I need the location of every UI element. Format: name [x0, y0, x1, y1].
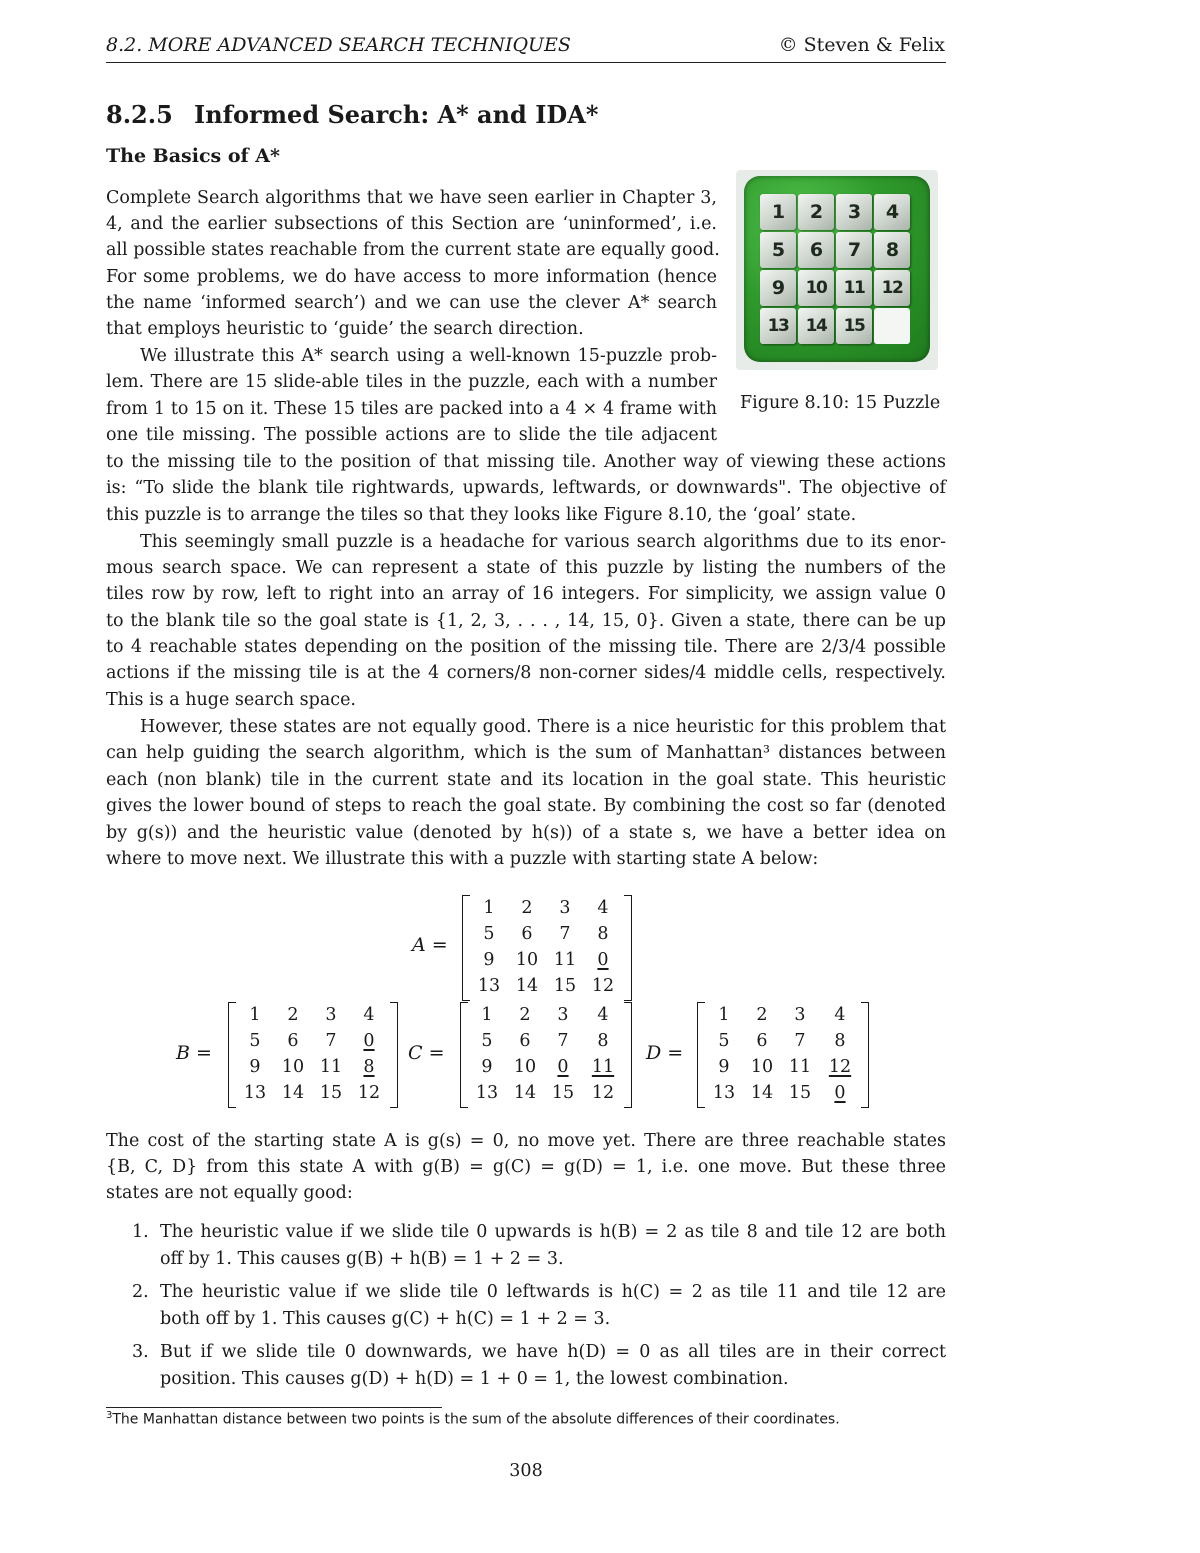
matrix-cell: 5	[249, 1031, 261, 1051]
footnote	[106, 1410, 840, 1428]
matrix-cell: 5	[718, 1031, 730, 1051]
matrix-cell-value: 0	[597, 950, 609, 970]
matrix-a-label: A =	[412, 934, 448, 956]
puzzle-tile: 12	[874, 270, 910, 306]
matrix-cell: 12	[591, 976, 615, 996]
body-line: to the blank tile so the goal state is {1, 2, 3, . . . , 14, 15, 0}. Given a state, there can be up	[106, 611, 946, 631]
body-line: gives the lower bound of steps to reach the goal state. By combining the cost so far (denoted	[106, 796, 946, 816]
matrix-cell: 10	[513, 1057, 537, 1077]
matrix-cell: 6	[521, 924, 533, 944]
matrix-cell: 13	[475, 1083, 499, 1103]
matrix-cell: 5	[483, 924, 495, 944]
matrix-cell-value: 8	[363, 1057, 375, 1077]
matrix-cell: 3	[794, 1005, 806, 1025]
body-line: Complete Search algorithms that we have seen earlier in Chapter 3,	[106, 188, 717, 208]
matrix-cell: 14	[750, 1083, 774, 1103]
body-line: can help guiding the search algorithm, which is the sum of Manhattan³ distances between	[106, 743, 946, 763]
matrix-cell: 7	[794, 1031, 806, 1051]
matrix-cell: 14	[281, 1083, 305, 1103]
matrix-cell: 2	[519, 1005, 531, 1025]
matrix-cell: 6	[287, 1031, 299, 1051]
matrix-cell: 13	[243, 1083, 267, 1103]
page-number: 308	[509, 1461, 543, 1481]
body-line: We illustrate this A* search using a well-known 15-puzzle prob-	[140, 346, 717, 366]
matrix-cell-underlined	[544, 1054, 582, 1080]
matrix-d-label: D =	[646, 1042, 684, 1064]
list-item-line: The heuristic value if we slide tile 0 upwards is h(B) = 2 as tile 8 and tile 12 are both	[160, 1222, 946, 1242]
left-bracket	[697, 1002, 705, 1108]
matrix-cell: 14	[515, 976, 539, 996]
footnote-text: The Manhattan distance between two points is the sum of the absolute differences of their coordinates.	[112, 1411, 840, 1428]
body-line: This seemingly small puzzle is a headache for various search algorithms due to its enor-	[140, 532, 946, 552]
matrix-b-label: B =	[176, 1042, 212, 1064]
matrix-cell: 5	[481, 1031, 493, 1051]
body-line: {B, C, D} from this state A with g(B) = g(C) = g(D) = 1, i.e. one move. But these three	[106, 1157, 946, 1177]
puzzle-tile: 14	[798, 308, 834, 344]
list-item-line: both off by 1. This causes g(C) + h(C) = 1 + 2 = 3.	[160, 1309, 611, 1329]
body-line: one tile missing. The possible actions are to slide the tile adjacent	[106, 425, 717, 445]
body-line: that employs heuristic to ‘guide’ the search direction.	[106, 319, 584, 339]
matrix-cell: 1	[718, 1005, 730, 1025]
matrix-cell-value: 11	[591, 1057, 615, 1077]
matrix-cell: 6	[756, 1031, 768, 1051]
puzzle-tile: 2	[798, 194, 834, 230]
matrix-cell-value: 0	[557, 1057, 569, 1077]
matrix-cell: 15	[788, 1083, 812, 1103]
puzzle-tile: 1	[760, 194, 796, 230]
matrix-cell: 2	[287, 1005, 299, 1025]
body-line: For some problems, we do have access to more information (hence	[106, 267, 717, 287]
body-line: is: “To slide the blank tile rightwards, upwards, leftwards, or downwards". The objective of	[106, 478, 946, 498]
body-line: mous search space. We can represent a state of this puzzle by listing the numbers of the	[106, 558, 946, 578]
puzzle-tile: 4	[874, 194, 910, 230]
matrix-cell: 1	[481, 1005, 493, 1025]
puzzle-tile: 11	[836, 270, 872, 306]
matrix-cell: 15	[551, 1083, 575, 1103]
matrix-cell: 15	[319, 1083, 343, 1103]
list-item-line: off by 1. This causes g(B) + h(B) = 1 + 2 = 3.	[160, 1249, 564, 1269]
matrix-cell-underlined	[821, 1080, 859, 1106]
running-header-authors: © Steven & Felix	[778, 34, 945, 56]
matrix-cell: 15	[553, 976, 577, 996]
running-header-section: 8.2. MORE ADVANCED SEARCH TECHNIQUES	[106, 34, 571, 56]
left-bracket	[460, 1002, 468, 1108]
matrix-cell-underlined	[350, 1028, 388, 1054]
matrix-cell: 9	[249, 1057, 261, 1077]
subsection-title: The Basics of A*	[106, 145, 280, 167]
list-item-line: The heuristic value if we slide tile 0 leftwards is h(C) = 2 as tile 11 and tile 12 are	[160, 1282, 946, 1302]
left-bracket	[228, 1002, 236, 1108]
matrix-d	[697, 1002, 869, 1106]
right-bracket	[390, 1002, 398, 1108]
matrix-cell: 8	[597, 924, 609, 944]
puzzle-tile: 15	[836, 308, 872, 344]
matrix-cell: 9	[483, 950, 495, 970]
list-item-line: position. This causes g(D) + h(D) = 1 + 0 = 1, the lowest combination.	[160, 1369, 789, 1389]
body-line: lem. There are 15 slide-able tiles in the puzzle, each with a number	[106, 372, 717, 392]
matrix-cell: 14	[513, 1083, 537, 1103]
puzzle-tile: 7	[836, 232, 872, 268]
puzzle-tile: 3	[836, 194, 872, 230]
body-line: each (non blank) tile in the current state and its location in the goal state. This heuristic	[106, 770, 946, 790]
puzzle-tile: 5	[760, 232, 796, 268]
matrix-cell: 4	[597, 898, 609, 918]
matrix-cell-underlined	[584, 1054, 622, 1080]
matrix-cell: 1	[249, 1005, 261, 1025]
matrix-cell-underlined	[821, 1054, 859, 1080]
puzzle-tile: 8	[874, 232, 910, 268]
matrix-cell: 12	[591, 1083, 615, 1103]
footnote-mark: 3	[106, 1410, 113, 1421]
matrix-cell: 3	[557, 1005, 569, 1025]
matrix-cell: 8	[834, 1031, 846, 1051]
header-rule	[106, 62, 946, 63]
body-line: 4, and the earlier subsections of this Section are ‘uninformed’, i.e.	[106, 214, 717, 234]
matrix-cell: 11	[788, 1057, 812, 1077]
body-line: However, these states are not equally good. There is a nice heuristic for this problem that	[140, 717, 946, 737]
body-line: where to move next. We illustrate this with a puzzle with starting state A below:	[106, 849, 819, 869]
body-line: tiles row by row, left to right into an array of 16 integers. For simplicity, we assign value 0	[106, 584, 946, 604]
matrix-cell: 9	[718, 1057, 730, 1077]
matrix-cell: 1	[483, 898, 495, 918]
puzzle-tile: 10	[798, 270, 834, 306]
puzzle-tile: 13	[760, 308, 796, 344]
matrix-cell: 2	[756, 1005, 768, 1025]
body-line: The cost of the starting state A is g(s) = 0, no move yet. There are three reachable states	[106, 1131, 946, 1151]
list-item-number: 2.	[132, 1282, 149, 1302]
puzzle-board	[744, 176, 930, 362]
body-line: to the missing tile to the position of that missing tile. Another way of viewing these actions	[106, 452, 946, 472]
footnote-rule	[106, 1407, 442, 1408]
matrix-cell: 10	[750, 1057, 774, 1077]
matrix-cell: 2	[521, 898, 533, 918]
matrix-cell-value: 0	[363, 1031, 375, 1051]
matrix-cell: 13	[712, 1083, 736, 1103]
body-line: states are not equally good:	[106, 1183, 353, 1203]
matrix-cell: 3	[325, 1005, 337, 1025]
body-line: This is a huge search space.	[106, 690, 356, 710]
right-bracket	[624, 1002, 632, 1108]
matrix-cell: 10	[281, 1057, 305, 1077]
body-line: from 1 to 15 on it. These 15 tiles are packed into a 4 × 4 frame with	[106, 399, 717, 419]
body-line: the name ‘informed search’) and we can use the clever A* search	[106, 293, 717, 313]
matrix-cell: 6	[519, 1031, 531, 1051]
right-bracket	[624, 895, 632, 1001]
matrix-a	[462, 895, 632, 999]
matrix-cell-value: 0	[834, 1083, 846, 1103]
matrix-c-label: C =	[408, 1042, 445, 1064]
puzzle-blank-tile	[874, 308, 910, 344]
matrix-cell: 4	[363, 1005, 375, 1025]
matrix-cell: 8	[597, 1031, 609, 1051]
matrix-cell: 4	[834, 1005, 846, 1025]
matrix-cell: 3	[559, 898, 571, 918]
matrix-cell-value: 12	[828, 1057, 852, 1077]
matrix-cell: 4	[597, 1005, 609, 1025]
matrix-cell: 10	[515, 950, 539, 970]
matrix-cell-underlined	[584, 947, 622, 973]
matrix-cell: 7	[559, 924, 571, 944]
right-bracket	[861, 1002, 869, 1108]
matrix-cell: 12	[357, 1083, 381, 1103]
matrix-b	[228, 1002, 398, 1106]
matrix-cell-underlined	[350, 1054, 388, 1080]
left-bracket	[462, 895, 470, 1001]
body-line: all possible states reachable from the current state are equally good.	[106, 240, 720, 260]
matrix-cell: 7	[325, 1031, 337, 1051]
list-item-number: 3.	[132, 1342, 149, 1362]
matrix-cell: 11	[553, 950, 577, 970]
body-line: by g(s)) and the heuristic value (denoted by h(s)) of a state s, we have a better idea on	[106, 823, 946, 843]
section-title: Informed Search: A* and IDA*	[194, 100, 599, 129]
section-number: 8.2.5	[106, 100, 173, 129]
list-item-line: But if we slide tile 0 downwards, we have h(D) = 0 as all tiles are in their correct	[160, 1342, 946, 1362]
matrix-cell: 11	[319, 1057, 343, 1077]
puzzle-tile: 9	[760, 270, 796, 306]
figure-caption: Figure 8.10: 15 Puzzle	[740, 393, 941, 413]
body-line: actions if the missing tile is at the 4 corners/8 non-corner sides/4 middle cells, respectively.	[106, 663, 946, 683]
list-item-number: 1.	[132, 1222, 149, 1242]
matrix-cell: 7	[557, 1031, 569, 1051]
matrix-c	[460, 1002, 632, 1106]
body-line: to 4 reachable states depending on the position of the missing tile. There are 2/3/4 possible	[106, 637, 946, 657]
matrix-cell: 13	[477, 976, 501, 996]
puzzle-tile: 6	[798, 232, 834, 268]
matrix-cell: 9	[481, 1057, 493, 1077]
body-line: this puzzle is to arrange the tiles so that they looks like Figure 8.10, the ‘goal’ state.	[106, 505, 857, 525]
